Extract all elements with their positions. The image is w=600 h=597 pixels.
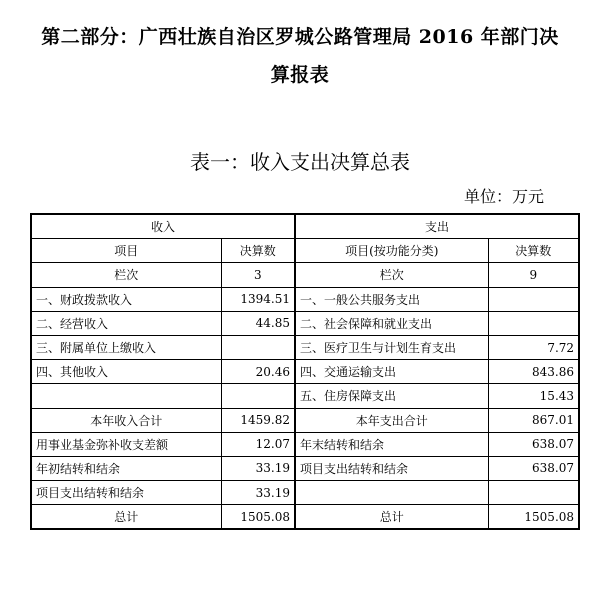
income-amount: 33.19	[221, 456, 295, 480]
income-item: 用事业基金弥补收支差额	[31, 432, 221, 456]
income-total-label: 本年收入合计	[31, 408, 221, 432]
col-amount2-header: 决算数	[488, 239, 579, 263]
income-item: 项目支出结转和结余	[31, 481, 221, 505]
income-amount	[221, 384, 295, 408]
unit-label: 单位：万元	[463, 187, 544, 206]
expense-item	[295, 481, 488, 505]
expense-col-number-label: 栏次	[295, 263, 488, 287]
table-title: 表一：收入支出决算总表	[190, 150, 410, 174]
column-header-row	[31, 239, 579, 263]
income-amount: 33.19	[221, 481, 295, 505]
income-amount	[221, 335, 295, 359]
expense-item: 三、医疗卫生与计划生育支出	[295, 335, 488, 359]
income-amount: 20.46	[221, 360, 295, 384]
document-title-line2: 算报表	[270, 64, 330, 86]
expense-total-value: 867.01	[488, 408, 579, 432]
column-number-row	[31, 263, 579, 287]
expense-col-number: 9	[488, 263, 579, 287]
expense-amount	[488, 287, 579, 311]
income-amount: 1394.51	[221, 287, 295, 311]
income-item: 二、经营收入	[31, 311, 221, 335]
col-item-func-header: 项目(按功能分类)	[295, 239, 488, 263]
total-row	[31, 408, 579, 432]
budget-summary-table	[30, 213, 580, 530]
expense-amount: 638.07	[488, 432, 579, 456]
income-item: 年初结转和结余	[31, 456, 221, 480]
section-header-row	[31, 214, 579, 239]
table-row	[31, 456, 579, 480]
income-item: 三、附属单位上缴收入	[31, 335, 221, 359]
expense-amount: 15.43	[488, 384, 579, 408]
income-amount: 12.07	[221, 432, 295, 456]
expense-header: 支出	[295, 214, 579, 239]
table-row	[31, 335, 579, 359]
table-row	[31, 384, 579, 408]
income-header: 收入	[31, 214, 295, 239]
table-row	[31, 360, 579, 384]
col-item-header: 项目	[31, 239, 221, 263]
expense-item: 二、社会保障和就业支出	[295, 311, 488, 335]
table-row	[31, 311, 579, 335]
expense-item: 项目支出结转和结余	[295, 456, 488, 480]
expense-item: 一、一般公共服务支出	[295, 287, 488, 311]
table-row	[31, 287, 579, 311]
expense-amount	[488, 311, 579, 335]
expense-amount: 843.86	[488, 360, 579, 384]
income-item	[31, 384, 221, 408]
grand-total-income-label: 总计	[31, 505, 221, 530]
expense-amount: 7.72	[488, 335, 579, 359]
expense-total-label: 本年支出合计	[295, 408, 488, 432]
expense-item: 年末结转和结余	[295, 432, 488, 456]
expense-amount	[488, 481, 579, 505]
income-total-value: 1459.82	[221, 408, 295, 432]
income-amount: 44.85	[221, 311, 295, 335]
expense-item: 五、住房保障支出	[295, 384, 488, 408]
grand-total-expense-value: 1505.08	[488, 505, 579, 530]
col-amount-header: 决算数	[221, 239, 295, 263]
table-row	[31, 432, 579, 456]
col-number-label: 栏次	[31, 263, 221, 287]
income-item: 一、财政拨款收入	[31, 287, 221, 311]
expense-amount: 638.07	[488, 456, 579, 480]
table-row	[31, 481, 579, 505]
income-col-number: 3	[221, 263, 295, 287]
expense-item: 四、交通运输支出	[295, 360, 488, 384]
document-title-line1: 第二部分：广西壮族自治区罗城公路管理局 2016 年部门决	[41, 26, 559, 48]
grand-total-expense-label: 总计	[295, 505, 488, 530]
grand-total-row	[31, 505, 579, 530]
income-item: 四、其他收入	[31, 360, 221, 384]
grand-total-income-value: 1505.08	[221, 505, 295, 530]
